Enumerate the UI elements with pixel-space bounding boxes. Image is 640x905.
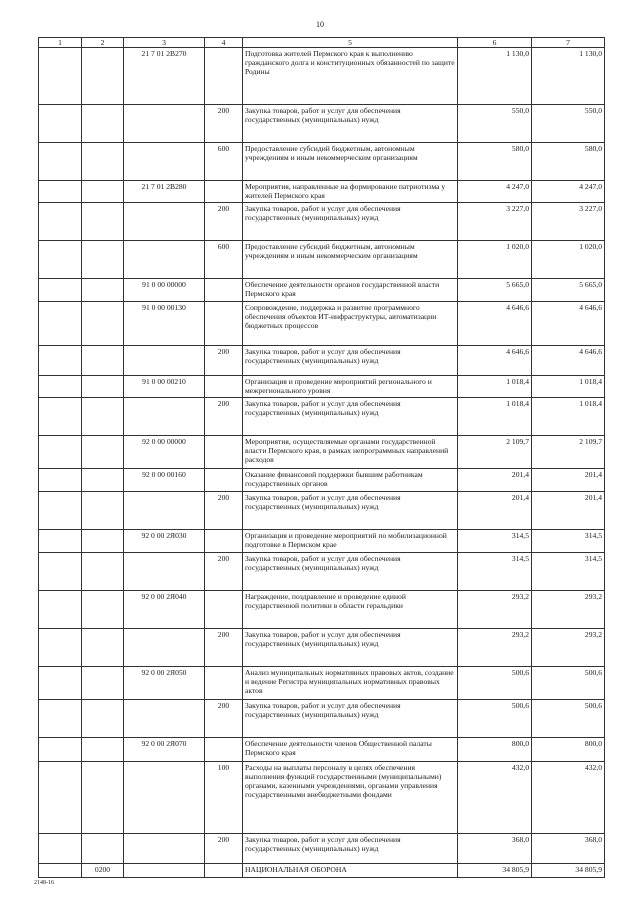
table-row [39, 376, 605, 398]
cell-amount-total: 1 018,4 [532, 398, 605, 436]
cell-expense-type: 200 [205, 398, 243, 436]
cell-description: Организация и проведение мероприятий по мобилизационной подготовке в Пермском крае [243, 530, 458, 553]
cell-amount-total: 3 227,0 [532, 203, 605, 241]
cell-amount-total: 314,5 [532, 530, 605, 553]
column-header: 7 [532, 38, 605, 48]
cell-target-article: 92 0 00 2Я040 [124, 591, 205, 629]
cell-target-article [124, 105, 205, 143]
cell-subsection [82, 469, 124, 492]
cell-subsection: 0200 [82, 864, 124, 878]
cell-section [39, 591, 82, 629]
table-row [39, 834, 605, 864]
table-row [39, 48, 605, 105]
table-row [39, 629, 605, 667]
cell-description: Закупка товаров, работ и услуг для обеспечения государственных (муниципальных) нужд [243, 346, 458, 376]
cell-section [39, 241, 82, 279]
cell-expense-type: 600 [205, 143, 243, 181]
cell-description: Закупка товаров, работ и услуг для обеспечения государственных (муниципальных) нужд [243, 553, 458, 591]
cell-description: Обеспечение деятельности членов Общественной палаты Пермского края [243, 738, 458, 762]
cell-section [39, 738, 82, 762]
column-header: 3 [124, 38, 205, 48]
cell-amount-total: 201,4 [532, 492, 605, 530]
cell-section [39, 346, 82, 376]
cell-amount: 1 130,0 [458, 48, 532, 105]
cell-subsection [82, 203, 124, 241]
cell-description: Обеспечение деятельности органов государственной власти Пермского края [243, 279, 458, 302]
cell-amount: 201,4 [458, 492, 532, 530]
cell-amount: 34 805,9 [458, 864, 532, 878]
cell-amount: 1 018,4 [458, 398, 532, 436]
cell-amount-total: 1 020,0 [532, 241, 605, 279]
table-row [39, 346, 605, 376]
document-code: 2148-16 [34, 880, 54, 886]
cell-subsection [82, 105, 124, 143]
cell-target-article: 21 7 01 2В280 [124, 181, 205, 203]
cell-description: Организация и проведение мероприятий регионального и межрегионального уровня [243, 376, 458, 398]
cell-section [39, 376, 82, 398]
cell-amount: 2 109,7 [458, 436, 532, 469]
cell-section [39, 181, 82, 203]
cell-subsection [82, 241, 124, 279]
table-row [39, 436, 605, 469]
cell-section [39, 530, 82, 553]
cell-expense-type [205, 738, 243, 762]
table-row [39, 762, 605, 834]
cell-target-article [124, 834, 205, 864]
cell-subsection [82, 738, 124, 762]
cell-description: Расходы на выплаты персоналу в целях обеспечения выполнения функций государственными (муниципальными) органами, казенными учреждениями, органами управления государственными внебюджетными фондами [243, 762, 458, 834]
cell-amount-total: 432,0 [532, 762, 605, 834]
cell-amount-total: 34 805,9 [532, 864, 605, 878]
table-row [39, 700, 605, 738]
cell-expense-type [205, 591, 243, 629]
cell-target-article: 92 0 00 00160 [124, 469, 205, 492]
cell-amount: 201,4 [458, 469, 532, 492]
cell-description: Анализ муниципальных нормативных правовых актов, создание и ведение Регистра муниципальных нормативных правовых актов [243, 667, 458, 700]
header-row [39, 38, 605, 48]
cell-description: Мероприятия, осуществляемые органами государственной власти Пермского края, в рамках непрограммных направлений расходов [243, 436, 458, 469]
cell-amount: 293,2 [458, 629, 532, 667]
table-row [39, 181, 605, 203]
cell-subsection [82, 143, 124, 181]
cell-subsection [82, 530, 124, 553]
cell-expense-type: 200 [205, 346, 243, 376]
cell-subsection [82, 492, 124, 530]
cell-expense-type: 100 [205, 762, 243, 834]
cell-description: Закупка товаров, работ и услуг для обеспечения государственных (муниципальных) нужд [243, 398, 458, 436]
column-header: 4 [205, 38, 243, 48]
cell-description: Закупка товаров, работ и услуг для обеспечения государственных (муниципальных) нужд [243, 629, 458, 667]
cell-description: Закупка товаров, работ и услуг для обеспечения государственных (муниципальных) нужд [243, 492, 458, 530]
cell-section [39, 834, 82, 864]
cell-amount-total: 2 109,7 [532, 436, 605, 469]
table-row [39, 143, 605, 181]
cell-expense-type [205, 864, 243, 878]
cell-expense-type [205, 48, 243, 105]
cell-description: Мероприятия, направленные на формирование патриотизма у жителей Пермского края [243, 181, 458, 203]
cell-expense-type [205, 279, 243, 302]
table-row [39, 241, 605, 279]
cell-amount-total: 293,2 [532, 629, 605, 667]
cell-expense-type: 600 [205, 241, 243, 279]
cell-amount: 293,2 [458, 591, 532, 629]
table-row [39, 302, 605, 346]
cell-description: Закупка товаров, работ и услуг для обеспечения государственных (муниципальных) нужд [243, 203, 458, 241]
cell-expense-type: 200 [205, 553, 243, 591]
cell-amount-total: 368,0 [532, 834, 605, 864]
cell-subsection [82, 181, 124, 203]
cell-amount: 550,0 [458, 105, 532, 143]
cell-section [39, 667, 82, 700]
page-number: 10 [316, 20, 324, 29]
cell-section [39, 143, 82, 181]
cell-expense-type: 200 [205, 492, 243, 530]
cell-subsection [82, 553, 124, 591]
cell-subsection [82, 762, 124, 834]
cell-section [39, 492, 82, 530]
cell-expense-type: 200 [205, 700, 243, 738]
cell-amount: 1 020,0 [458, 241, 532, 279]
cell-description: Закупка товаров, работ и услуг для обеспечения государственных (муниципальных) нужд [243, 834, 458, 864]
cell-description: Предоставление субсидий бюджетным, автономным учреждениям и иным некоммерческим организациям [243, 241, 458, 279]
cell-amount: 314,5 [458, 530, 532, 553]
cell-amount: 432,0 [458, 762, 532, 834]
cell-subsection [82, 629, 124, 667]
cell-section [39, 700, 82, 738]
table-row [39, 553, 605, 591]
cell-amount: 3 227,0 [458, 203, 532, 241]
cell-amount: 500,6 [458, 667, 532, 700]
cell-target-article: 92 0 00 2Я050 [124, 667, 205, 700]
cell-expense-type: 200 [205, 105, 243, 143]
table-row [39, 864, 605, 878]
table-row [39, 398, 605, 436]
column-header: 1 [39, 38, 82, 48]
cell-amount-total: 201,4 [532, 469, 605, 492]
cell-target-article: 91 0 00 00130 [124, 302, 205, 346]
cell-description: Сопровождение, поддержка и развитие программного обеспечения объектов ИТ-инфраструктуры, автоматизации бюджетных процессов [243, 302, 458, 346]
cell-description: НАЦИОНАЛЬНАЯ ОБОРОНА [243, 864, 458, 878]
cell-description: Предоставление субсидий бюджетным, автономным учреждениям и иным некоммерческим организациям [243, 143, 458, 181]
table-row [39, 492, 605, 530]
cell-amount-total: 4 646,6 [532, 346, 605, 376]
cell-amount: 314,5 [458, 553, 532, 591]
table-row [39, 469, 605, 492]
cell-amount-total: 1 130,0 [532, 48, 605, 105]
table-row [39, 591, 605, 629]
cell-subsection [82, 302, 124, 346]
cell-target-article: 92 0 00 2Я030 [124, 530, 205, 553]
cell-amount: 580,0 [458, 143, 532, 181]
cell-amount-total: 550,0 [532, 105, 605, 143]
cell-amount: 4 247,0 [458, 181, 532, 203]
cell-section [39, 105, 82, 143]
cell-subsection [82, 346, 124, 376]
cell-amount: 5 665,0 [458, 279, 532, 302]
cell-section [39, 279, 82, 302]
cell-expense-type [205, 530, 243, 553]
cell-expense-type [205, 181, 243, 203]
cell-expense-type: 200 [205, 629, 243, 667]
cell-expense-type [205, 667, 243, 700]
table-row [39, 530, 605, 553]
column-header: 2 [82, 38, 124, 48]
cell-amount-total: 5 665,0 [532, 279, 605, 302]
cell-amount: 368,0 [458, 834, 532, 864]
cell-description: Подготовка жителей Пермского края к выполнению гражданского долга и конституционных обязанностей по защите Родины [243, 48, 458, 105]
cell-expense-type [205, 436, 243, 469]
cell-amount: 4 646,6 [458, 346, 532, 376]
cell-amount-total: 314,5 [532, 553, 605, 591]
cell-section [39, 398, 82, 436]
cell-expense-type: 200 [205, 834, 243, 864]
column-header: 5 [243, 38, 458, 48]
cell-subsection [82, 700, 124, 738]
cell-target-article [124, 203, 205, 241]
cell-target-article: 91 0 00 00210 [124, 376, 205, 398]
cell-target-article [124, 864, 205, 878]
cell-amount: 4 646,6 [458, 302, 532, 346]
cell-target-article: 91 0 00 00000 [124, 279, 205, 302]
cell-amount-total: 800,0 [532, 738, 605, 762]
table-row [39, 667, 605, 700]
cell-amount-total: 4 646,6 [532, 302, 605, 346]
cell-section [39, 553, 82, 591]
cell-section [39, 436, 82, 469]
cell-subsection [82, 376, 124, 398]
cell-amount-total: 293,2 [532, 591, 605, 629]
cell-description: Награждение, поздравление и проведение единой государственной политики в области геральдики [243, 591, 458, 629]
cell-subsection [82, 279, 124, 302]
cell-section [39, 302, 82, 346]
cell-section [39, 864, 82, 878]
cell-amount-total: 1 018,4 [532, 376, 605, 398]
cell-expense-type: 200 [205, 203, 243, 241]
cell-amount-total: 4 247,0 [532, 181, 605, 203]
cell-target-article: 21 7 01 2В270 [124, 48, 205, 105]
cell-subsection [82, 667, 124, 700]
cell-amount-total: 580,0 [532, 143, 605, 181]
cell-description: Оказание финансовой поддержки бывшим работникам государственных органов [243, 469, 458, 492]
cell-amount: 1 018,4 [458, 376, 532, 398]
cell-subsection [82, 48, 124, 105]
cell-target-article [124, 143, 205, 181]
table-row [39, 279, 605, 302]
column-header: 6 [458, 38, 532, 48]
cell-subsection [82, 436, 124, 469]
cell-section [39, 469, 82, 492]
table-row [39, 203, 605, 241]
cell-target-article: 92 0 00 00000 [124, 436, 205, 469]
cell-target-article [124, 553, 205, 591]
cell-section [39, 629, 82, 667]
cell-expense-type [205, 469, 243, 492]
cell-subsection [82, 398, 124, 436]
cell-amount: 500,6 [458, 700, 532, 738]
cell-target-article [124, 346, 205, 376]
cell-subsection [82, 591, 124, 629]
cell-target-article [124, 629, 205, 667]
cell-expense-type [205, 376, 243, 398]
cell-target-article: 92 0 00 2Я070 [124, 738, 205, 762]
cell-expense-type [205, 302, 243, 346]
table-body [39, 48, 605, 878]
cell-description: Закупка товаров, работ и услуг для обеспечения государственных (муниципальных) нужд [243, 105, 458, 143]
cell-amount-total: 500,6 [532, 667, 605, 700]
cell-target-article [124, 398, 205, 436]
cell-amount: 800,0 [458, 738, 532, 762]
table-row [39, 105, 605, 143]
cell-amount-total: 500,6 [532, 700, 605, 738]
table-row [39, 738, 605, 762]
cell-section [39, 48, 82, 105]
cell-target-article [124, 492, 205, 530]
cell-target-article [124, 700, 205, 738]
cell-description: Закупка товаров, работ и услуг для обеспечения государственных (муниципальных) нужд [243, 700, 458, 738]
budget-table [38, 37, 605, 878]
cell-target-article [124, 241, 205, 279]
cell-section [39, 203, 82, 241]
cell-target-article [124, 762, 205, 834]
cell-subsection [82, 834, 124, 864]
cell-section [39, 762, 82, 834]
